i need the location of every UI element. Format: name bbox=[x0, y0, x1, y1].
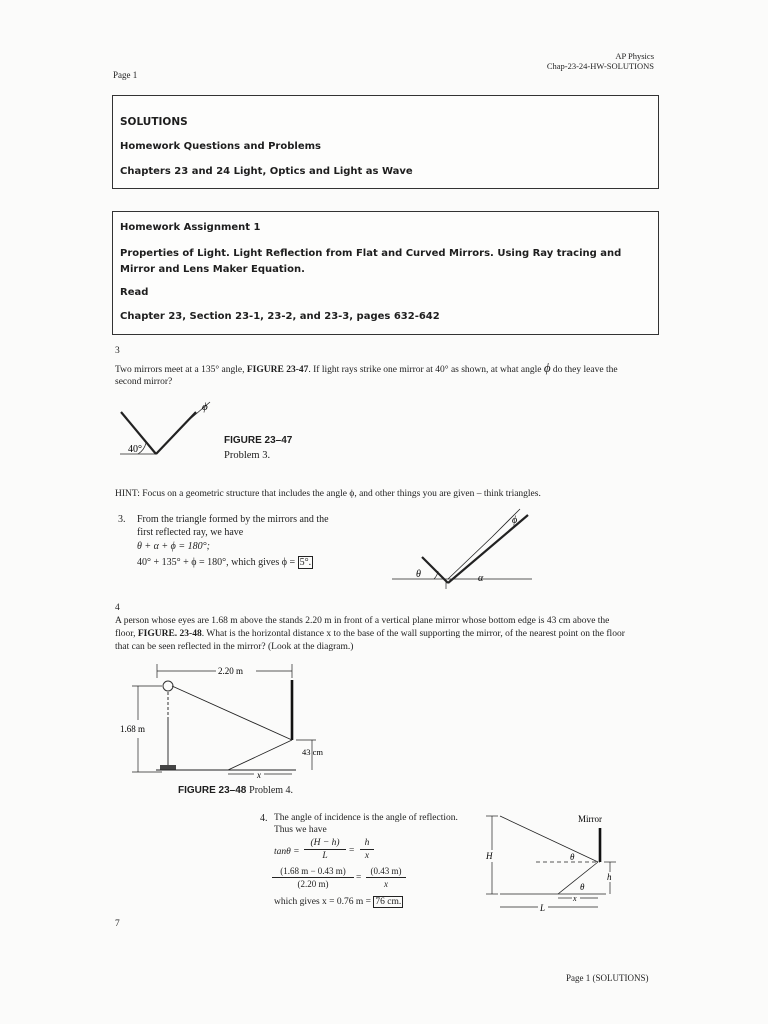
document-header bbox=[547, 51, 654, 71]
figure-23-47-diagram bbox=[118, 396, 218, 462]
fig48-caption-title: FIGURE 23–48 bbox=[178, 785, 247, 796]
title-chapters: Chapters 23 and 24 Light, Optics and Light as Wave bbox=[120, 166, 413, 177]
p3-solution-line2: first reflected ray, we have bbox=[137, 527, 244, 538]
assignment-title: Homework Assignment 1 bbox=[120, 222, 261, 233]
fig47-reflected-ray bbox=[156, 426, 182, 454]
p4-text-c: that can be seen reflected in the mirror? (Look at the diagram.) bbox=[115, 642, 354, 652]
p4-figure-ref: FIGURE. 23-48 bbox=[137, 629, 202, 639]
diag3-theta: θ bbox=[416, 569, 421, 580]
course-name: AP Physics bbox=[615, 51, 654, 61]
p4-eq2-equals: = bbox=[356, 873, 362, 883]
p3-solution-diagram bbox=[392, 505, 542, 590]
diag4-H: H bbox=[486, 851, 493, 861]
fig48-mirror-height-label: 43 cm bbox=[302, 747, 324, 757]
problem-3-number: 3 bbox=[115, 346, 120, 356]
p3-text-d: second mirror? bbox=[115, 377, 173, 387]
diag3-reflected-ray bbox=[448, 537, 492, 579]
fig48-ray-reflected bbox=[228, 740, 292, 770]
p4-eq1-den1: L bbox=[322, 851, 328, 861]
p3-phi: ϕ bbox=[543, 360, 551, 375]
diag4-theta-bottom: θ bbox=[580, 882, 585, 892]
fig47-angle-label: 40° bbox=[128, 444, 142, 455]
page-label: Page 1 bbox=[113, 70, 138, 80]
fig48-person-head bbox=[163, 681, 173, 691]
p4-result-text: which gives x = 0.76 m = bbox=[274, 897, 371, 907]
assignment-read: Read bbox=[120, 287, 149, 298]
p3-solution-answer: 5°. bbox=[299, 557, 312, 568]
p4-solution-number: 4. bbox=[260, 813, 268, 824]
fig48-height-label: 1.68 m bbox=[120, 724, 146, 734]
diag4-h: h bbox=[607, 872, 612, 882]
title-solutions: SOLUTIONS bbox=[120, 116, 188, 128]
assignment-topic-a: Properties of Light. Light Reflection from Flat and Curved Mirrors. Using Ray tracing and bbox=[120, 248, 622, 259]
p4-eq2-den2: x bbox=[384, 879, 388, 889]
p4-eq1-equals: = bbox=[349, 846, 355, 856]
p4-text-b1: floor, bbox=[115, 629, 136, 639]
p3-figure-ref: FIGURE 23-47 bbox=[246, 365, 309, 375]
p4-eq2-den1: (2.20 m) bbox=[297, 879, 329, 889]
diag4-mirror-label: Mirror bbox=[578, 814, 602, 824]
p3-solution-line1: From the triangle formed by the mirrors and the bbox=[137, 514, 329, 525]
fig48-x-label: x bbox=[257, 770, 261, 780]
p4-solution-answer: 76 cm. bbox=[375, 897, 402, 907]
p3-solution-eq1: θ + α + ϕ = 180°; bbox=[137, 541, 210, 552]
diag4-theta-top: θ bbox=[570, 852, 575, 862]
title-homework: Homework Questions and Problems bbox=[120, 141, 321, 152]
p4-solution-result bbox=[274, 896, 403, 909]
p3-text-a: Two mirrors meet at a 135° angle, bbox=[115, 365, 245, 375]
p4-eq1-lhs: tanθ = bbox=[274, 847, 300, 857]
problem-4-number: 4 bbox=[115, 603, 120, 613]
p4-eq1-num1: (H − h) bbox=[304, 838, 346, 850]
problem-7-number: 7 bbox=[115, 919, 120, 929]
problem-3-text bbox=[115, 361, 675, 377]
p4-solution-line1: The angle of incidence is the angle of reflection. bbox=[274, 813, 458, 823]
p4-text-b2: . What is the horizontal distance x to the base of the wall supporting the mirror, of the nearest point on the floor bbox=[201, 629, 625, 639]
figure-23-48-diagram bbox=[116, 660, 336, 782]
p3-solution-eq2-text: 40° + 135° + ϕ = 180°, which gives ϕ = bbox=[137, 557, 296, 568]
p4-eq2-num1: (1.68 m − 0.43 m) bbox=[272, 866, 354, 878]
diag3-alpha: α bbox=[478, 573, 484, 584]
p3-solution-eq2 bbox=[137, 556, 313, 569]
fig48-ray-incident bbox=[172, 686, 292, 740]
p4-solution-diagram bbox=[476, 810, 626, 914]
diag4-L: L bbox=[540, 903, 546, 913]
p4-text-a: A person whose eyes are 1.68 m above the stands 2.20 m in front of a vertical plane mirror whose bottom edge is 43 cm above the bbox=[115, 616, 610, 626]
diag3-phi: ϕ bbox=[512, 515, 518, 526]
fig47-phi-label: ϕ bbox=[202, 401, 208, 413]
diag4-x: x bbox=[573, 894, 577, 903]
fig48-width-label: 2.20 m bbox=[218, 666, 244, 676]
p4-text-b bbox=[115, 627, 625, 641]
p4-eq1-den2: x bbox=[364, 851, 370, 861]
assignment-box bbox=[112, 211, 659, 335]
fig48-caption-sub: Problem 4. bbox=[249, 785, 294, 796]
fig48-person-feet bbox=[160, 765, 176, 770]
p3-solution-number: 3. bbox=[118, 514, 126, 525]
problem-3-hint: HINT: Focus on a geometric structure that includes the angle ϕ, and other things you are given – think triangles. bbox=[115, 489, 541, 499]
file-name: Chap-23-24-HW-SOLUTIONS bbox=[546, 61, 654, 71]
p4-solution-line2: Thus we have bbox=[274, 825, 327, 835]
p3-text-b: . If light rays strike one mirror at 40° as shown, at what angle bbox=[308, 365, 542, 375]
page-footer: Page 1 (SOLUTIONS) bbox=[566, 973, 649, 983]
p3-text-c: do they leave the bbox=[552, 365, 618, 375]
assignment-topic-b: Mirror and Lens Maker Equation. bbox=[120, 264, 305, 275]
assignment-chapter: Chapter 23, Section 23-1, 23-2, and 23-3, pages 632-642 bbox=[120, 311, 440, 322]
diag4-ray-reflected bbox=[558, 862, 598, 894]
title-box bbox=[112, 95, 659, 189]
figure-23-48-caption bbox=[178, 785, 293, 796]
p4-eq2-num2: (0.43 m) bbox=[366, 866, 406, 878]
figure-23-47-sub: Problem 3. bbox=[224, 450, 271, 461]
figure-23-47-caption: FIGURE 23–47 bbox=[224, 435, 293, 446]
p4-eq1-num2: h bbox=[360, 838, 374, 850]
